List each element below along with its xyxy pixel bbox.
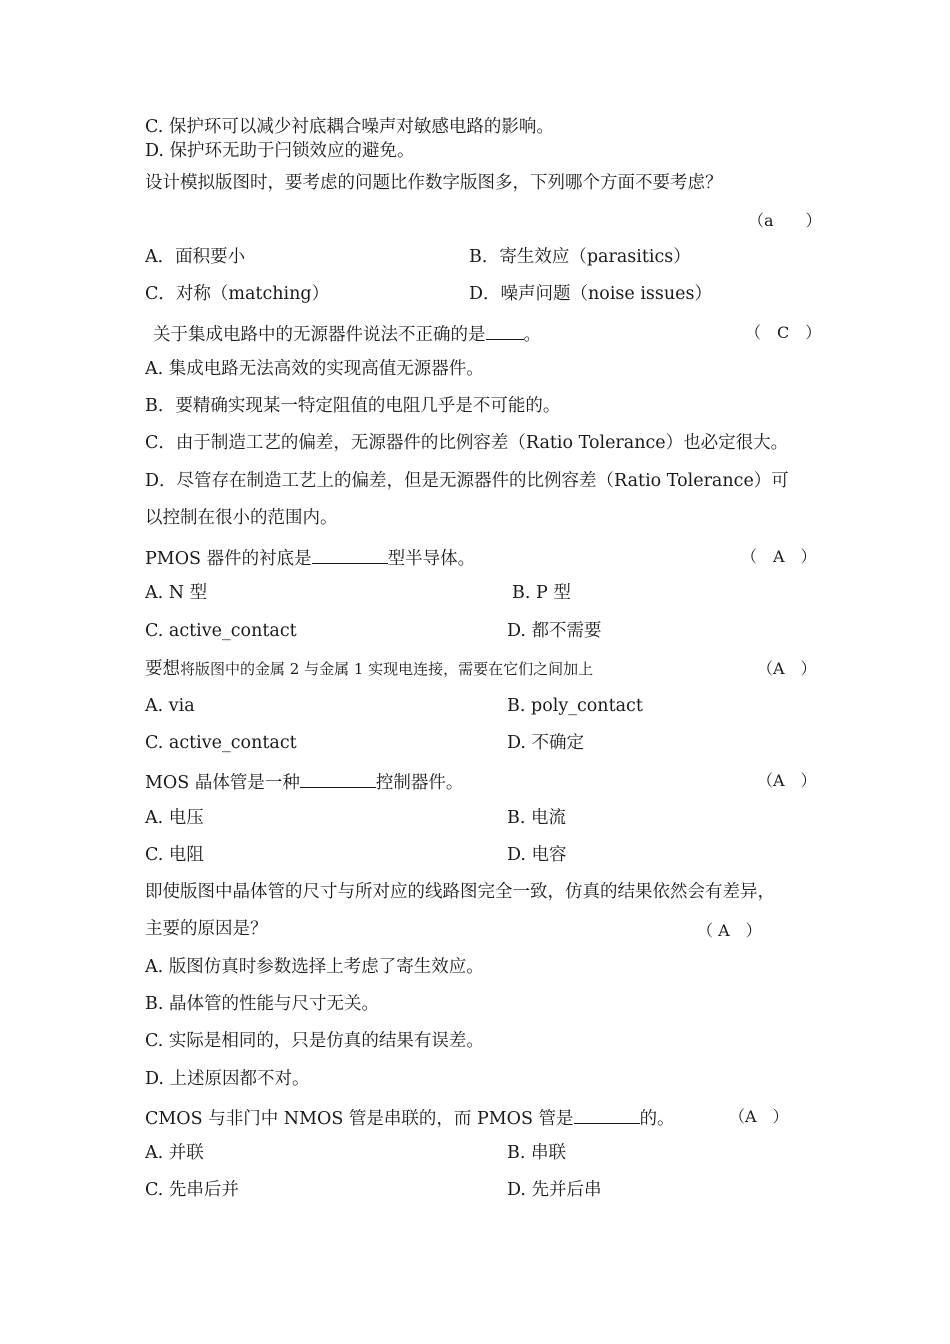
question-1-option-b: B．寄生效应（parasitics）: [469, 247, 691, 267]
question-4-option-a: A. via: [145, 696, 195, 716]
question-4-answer: （A ）: [757, 659, 817, 678]
question-5-answer: （A ）: [757, 771, 817, 790]
question-3-stem-end: 型半导体。: [387, 549, 476, 569]
answer-blank: [574, 1105, 640, 1124]
question-2-stem: [153, 321, 541, 346]
question-6-option-d: D. 上述原因都不对。: [145, 1069, 310, 1089]
question-6-answer: （ A ）: [697, 921, 762, 940]
question-2-option-d-line-1: D．尽管存在制造工艺上的偏差，但是无源器件的比例容差（Ratio Tolerance）可: [145, 471, 789, 491]
question-5-option-b: B. 电流: [507, 808, 566, 828]
question-7-option-d: D. 先并后串: [507, 1180, 602, 1200]
question-2-stem-text: 关于集成电路中的无源器件说法不正确的是: [153, 325, 486, 345]
question-7-option-a: A. 并联: [145, 1143, 204, 1163]
question-1-option-a: A．面积要小: [145, 247, 246, 267]
question-1-answer: （a ）: [748, 211, 822, 230]
question-2-option-b: B．要精确实现某一特定阻值的电阻几乎是不可能的。: [145, 396, 561, 416]
question-6-stem-line-2: 主要的原因是？: [145, 919, 268, 939]
question-5-option-a: A. 电压: [145, 808, 204, 828]
answer-blank: [300, 769, 376, 788]
question-6-option-c: C. 实际是相同的，只是仿真的结果有误差。: [145, 1031, 484, 1051]
question-7-stem: [145, 1105, 675, 1130]
question-7-answer: （A ）: [729, 1107, 789, 1126]
question-2-option-c: C．由于制造工艺的偏差，无源器件的比例容差（Ratio Tolerance）也必定很大。: [145, 433, 789, 453]
question-7-stem-text: CMOS 与非门中 NMOS 管是串联的，而 PMOS 管是: [145, 1109, 574, 1129]
question-4-option-d: D. 不确定: [507, 733, 585, 753]
question-7-option-b: B. 串联: [507, 1143, 566, 1163]
question-3-stem-text: PMOS 器件的衬底是: [145, 549, 312, 569]
question-6-option-a: A. 版图仿真时参数选择上考虑了寄生效应。: [145, 957, 484, 977]
question-2-answer: （ C ）: [745, 323, 822, 342]
question-4-option-c: C. active_contact: [145, 733, 297, 753]
question-4-stem: [145, 658, 593, 680]
question-4-stem-small: 将版图中的金属 2 与金属 1 实现电连接，需要在它们之间加上: [180, 660, 594, 678]
question-7-option-c: C. 先串后并: [145, 1180, 239, 1200]
question-3-option-b: B. P 型: [512, 583, 571, 603]
question-5-stem: [145, 769, 463, 794]
question-4-stem-big: 要想: [145, 659, 180, 679]
question-6-stem-line-1: 即使版图中晶体管的尺寸与所对应的线路图完全一致，仿真的结果依然会有差异，: [145, 882, 775, 902]
question-5-stem-end: 控制器件。: [375, 773, 464, 793]
question-5-stem-text: MOS 晶体管是一种: [145, 773, 300, 793]
question-5-option-d: D. 电容: [507, 845, 567, 865]
question-1-option-d: D．噪声问题（noise issues）: [469, 284, 712, 304]
question-7-stem-end: 的。: [639, 1109, 675, 1129]
question-3-stem: [145, 545, 475, 570]
question-4-option-b: B. poly_contact: [507, 696, 643, 716]
question-3-option-c: C. active_contact: [145, 621, 297, 641]
answer-blank: [312, 545, 388, 564]
question-6-option-b: B. 晶体管的性能与尺寸无关。: [145, 994, 379, 1014]
question-3-option-a: A. N 型: [145, 583, 208, 603]
answer-blank: [486, 321, 524, 340]
option-d-guard-ring: D. 保护环无助于闩锁效应的避免。: [145, 141, 415, 161]
question-3-answer: （ A ）: [741, 547, 817, 566]
question-2-stem-end: 。: [523, 325, 541, 345]
question-1-stem: 设计模拟版图时，要考虑的问题比作数字版图多，下列哪个方面不要考虑？: [145, 173, 723, 193]
option-c-guard-ring: C. 保护环可以减少衬底耦合噪声对敏感电路的影响。: [145, 117, 554, 137]
question-3-option-d: D. 都不需要: [507, 621, 602, 641]
question-2-option-d-line-2: 以控制在很小的范围内。: [145, 508, 338, 528]
question-5-option-c: C. 电阻: [145, 845, 204, 865]
question-1-option-c: C．对称（matching）: [145, 284, 330, 304]
question-2-option-a: A. 集成电路无法高效的实现高值无源器件。: [145, 359, 484, 379]
